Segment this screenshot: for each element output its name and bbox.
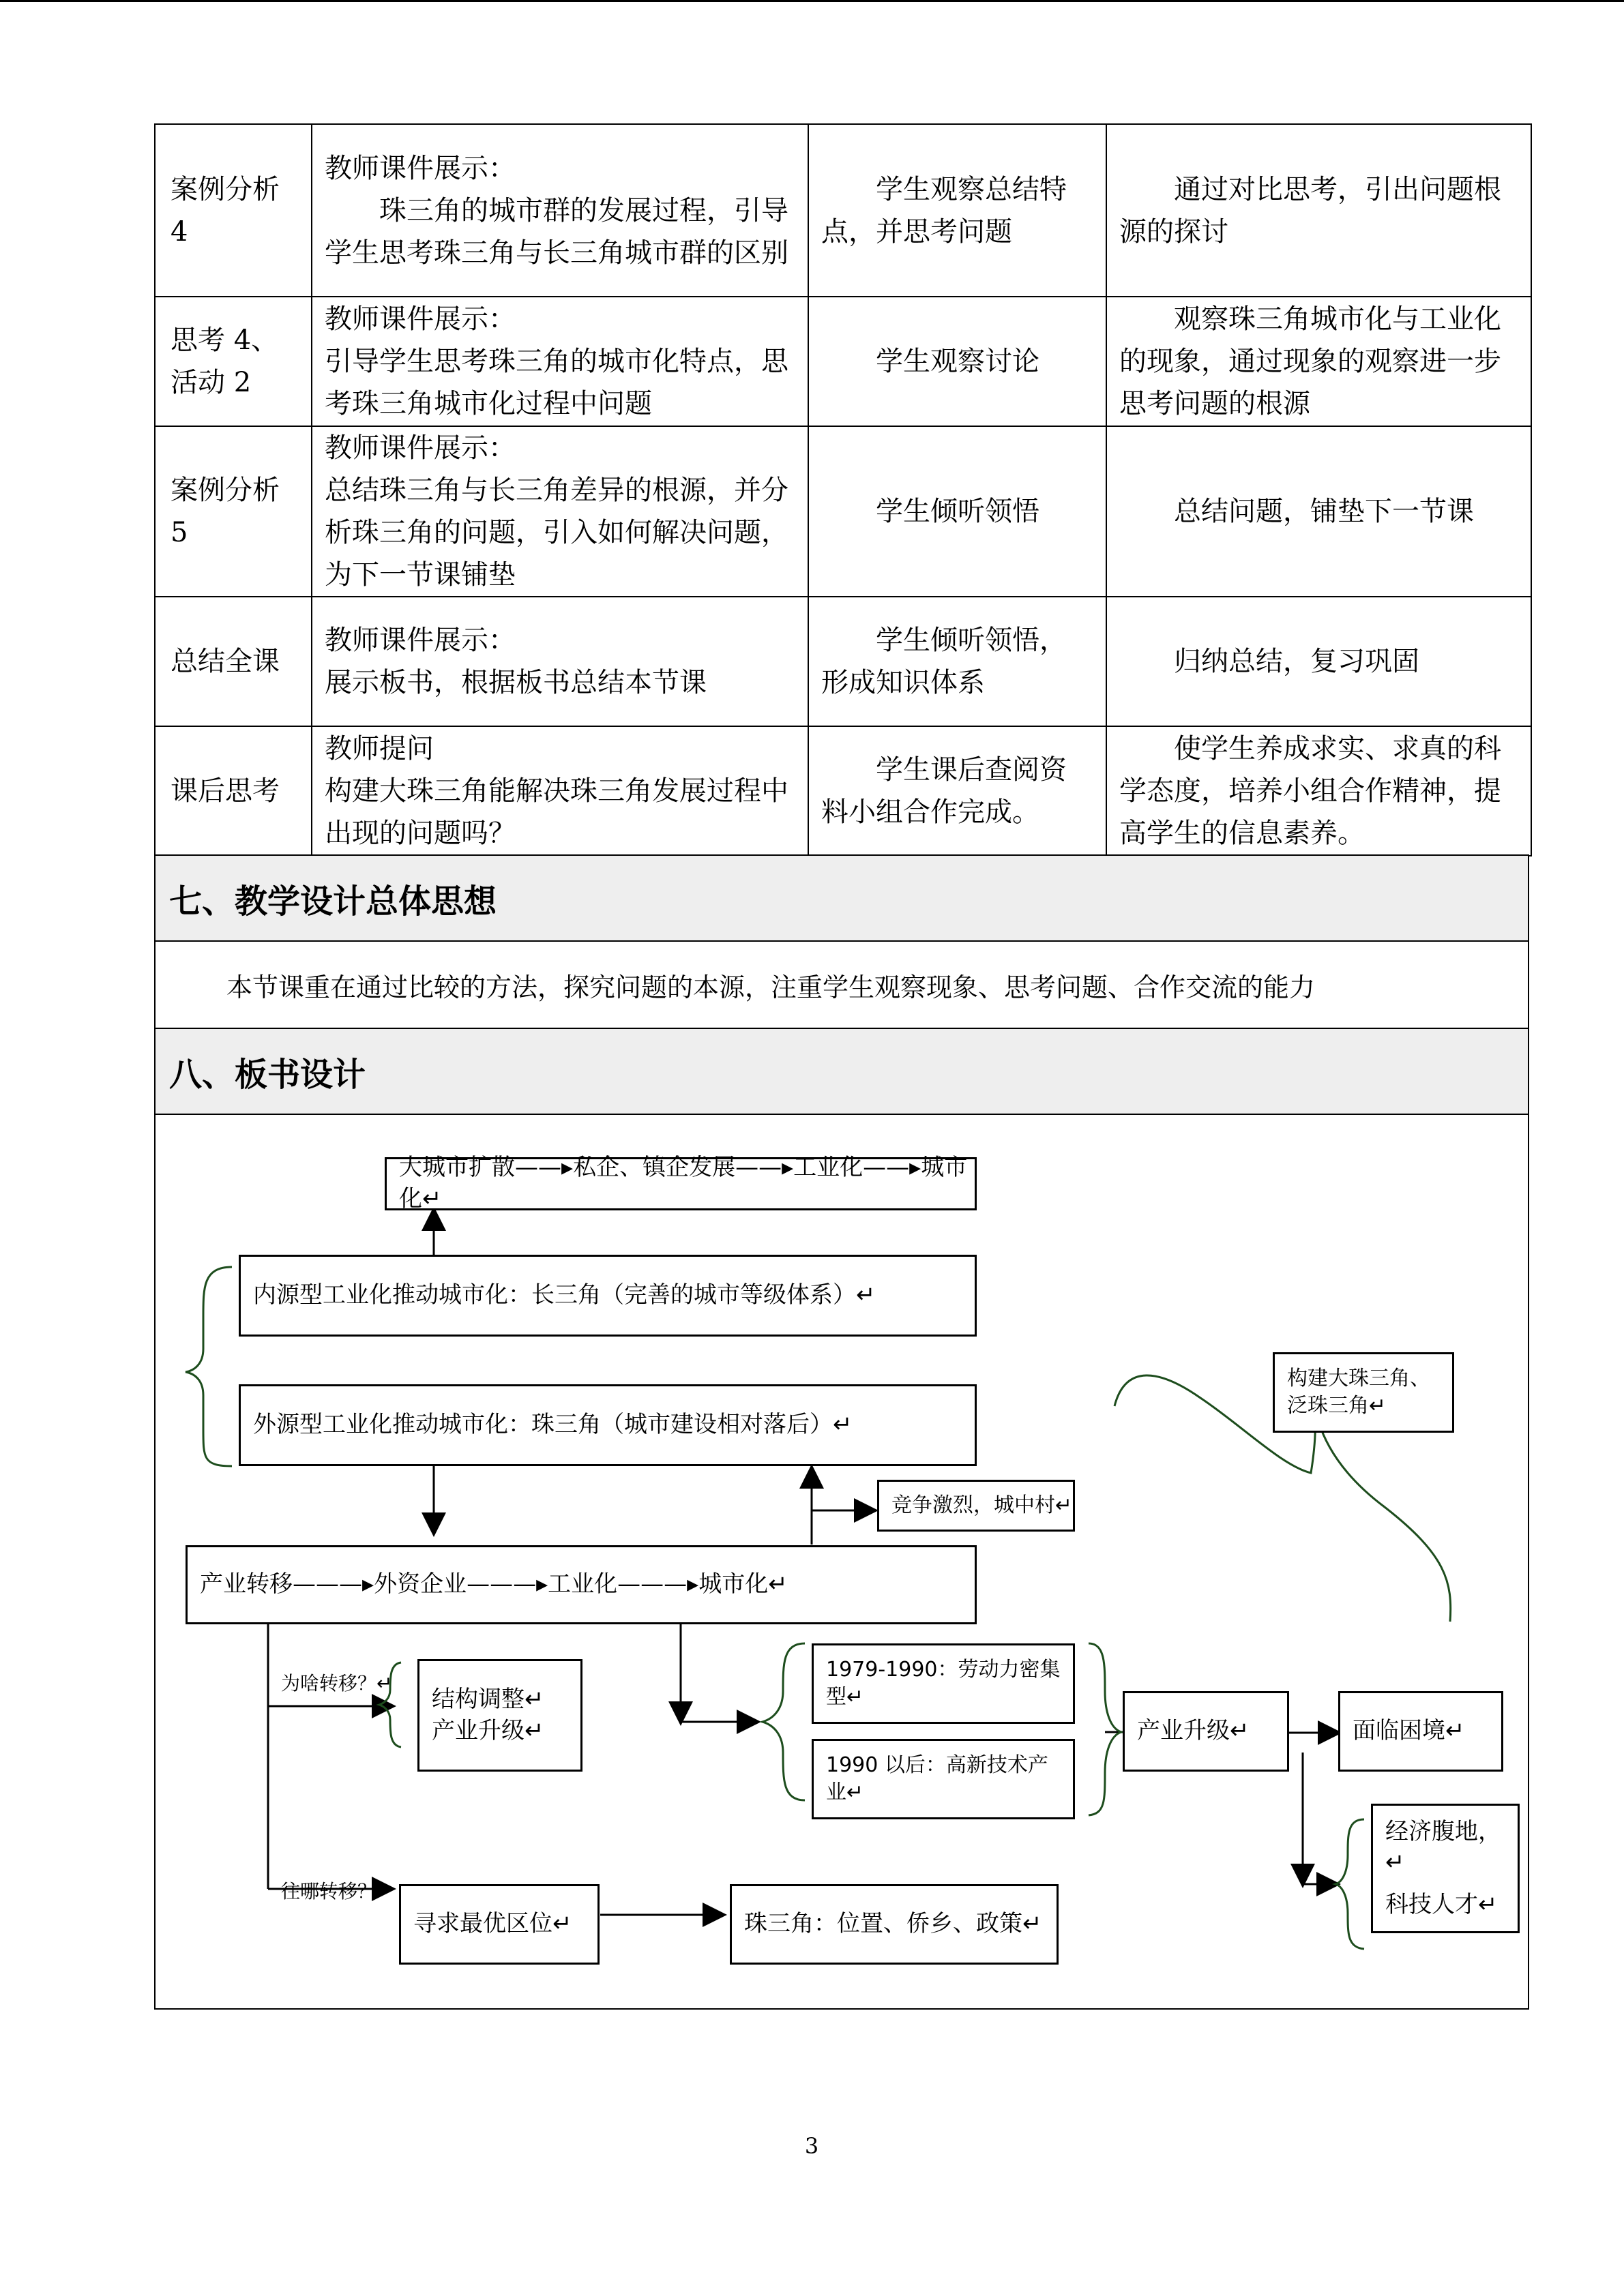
student-activity-cell: 学生倾听领悟: [808, 426, 1106, 597]
student-activity-cell: 学生课后查阅资料小组合作完成。: [808, 726, 1106, 856]
table-row: [155, 726, 1531, 856]
prd-factors-box: 珠三角：位置、侨乡、政策↵: [730, 1884, 1059, 1965]
section-title: 八、板书设计: [156, 1029, 1528, 1115]
why-transfer-label: 为啥转移？↵: [281, 1672, 393, 1695]
exogenous-industrialization-box: 外源型工业化推动城市化：珠三角（城市建设相对落后）↵: [239, 1384, 977, 1466]
step-cell: 案例分析 5: [155, 426, 312, 597]
industry-transfer-chain-box: 产业转移———▸外资企业———▸工业化———▸城市化↵: [186, 1545, 977, 1624]
period-1979-1990-box: 1979-1990：劳动力密集 型↵: [812, 1643, 1075, 1724]
design-purpose-cell: 通过对比思考，引出问题根源的探讨: [1106, 124, 1531, 297]
section-body: 本节课重在通过比较的方法，探究问题的本源，注重学生观察现象、思考问题、合作交流的能力: [226, 972, 1316, 1002]
section-title: 七、教学设计总体思想: [156, 856, 1528, 942]
competition-box: 竞争激烈，城中村↵: [877, 1480, 1075, 1532]
page-top-border: [0, 0, 1624, 2]
industry-upgrade-box: 产业升级↵: [1123, 1691, 1289, 1772]
step-cell: 总结全课: [155, 597, 312, 726]
step-cell: 思考 4、 活动 2: [155, 297, 312, 426]
page-number: 3: [804, 2133, 819, 2159]
student-activity-cell: 学生观察总结特点，并思考问题: [808, 124, 1106, 297]
optimal-location-box: 寻求最优区位↵: [399, 1884, 600, 1965]
table-row: [155, 124, 1531, 297]
design-purpose-cell: 归纳总结，复习巩固: [1106, 597, 1531, 726]
restructure-upgrade-box: 结构调整↵ 产业升级↵: [417, 1659, 582, 1772]
where-transfer-label: 往哪转移？↵: [281, 1880, 393, 1903]
student-activity-cell: 学生观察讨论: [808, 297, 1106, 426]
lesson-process-table: [154, 123, 1532, 856]
table-row: [155, 297, 1531, 426]
period-after-1990-box: 1990 以后：高新技术产 业↵: [812, 1739, 1075, 1819]
design-purpose-cell: 总结问题，铺垫下一节课: [1106, 426, 1531, 597]
top-chain-box: 大城市扩散——▸私企、镇企发展——▸工业化——▸城市化↵: [385, 1157, 977, 1210]
dilemma-box: 面临困境↵: [1338, 1691, 1503, 1772]
table-row: [155, 426, 1531, 597]
step-cell: 案例分析 4: [155, 124, 312, 297]
teacher-activity-cell: 教师课件展示： 引导学生思考珠三角的城市化特点，思考珠三角城市化过程中问题: [312, 297, 808, 426]
design-purpose-cell: 使学生养成求实、求真的科学态度，培养小组合作精神，提高学生的信息素养。: [1106, 726, 1531, 856]
step-cell: 课后思考: [155, 726, 312, 856]
table-row: [155, 597, 1531, 726]
greater-prd-box: 构建大珠三角、 泛珠三角↵: [1273, 1352, 1454, 1433]
hinterland-talent-box: 经济腹地，↵ 科技人才↵: [1371, 1804, 1520, 1933]
teacher-activity-cell: 教师课件展示： 展示板书，根据板书总结本节课: [312, 597, 808, 726]
section-design-idea: [154, 854, 1529, 1029]
student-activity-cell: 学生倾听领悟，形成知识体系: [808, 597, 1106, 726]
teacher-activity-cell: 教师提问 构建大珠三角能解决珠三角发展过程中出现的问题吗？: [312, 726, 808, 856]
teacher-activity-cell: 教师课件展示： 总结珠三角与长三角差异的根源，并分析珠三角的问题，引入如何解决问题，为下一节课铺垫: [312, 426, 808, 597]
teacher-activity-cell: 教师课件展示： 珠三角的城市群的发展过程，引导学生思考珠三角与长三角城市群的区别: [312, 124, 808, 297]
design-purpose-cell: 观察珠三角城市化与工业化的现象，通过现象的观察进一步思考问题的根源: [1106, 297, 1531, 426]
endogenous-industrialization-box: 内源型工业化推动城市化：长三角（完善的城市等级体系）↵: [239, 1255, 977, 1337]
